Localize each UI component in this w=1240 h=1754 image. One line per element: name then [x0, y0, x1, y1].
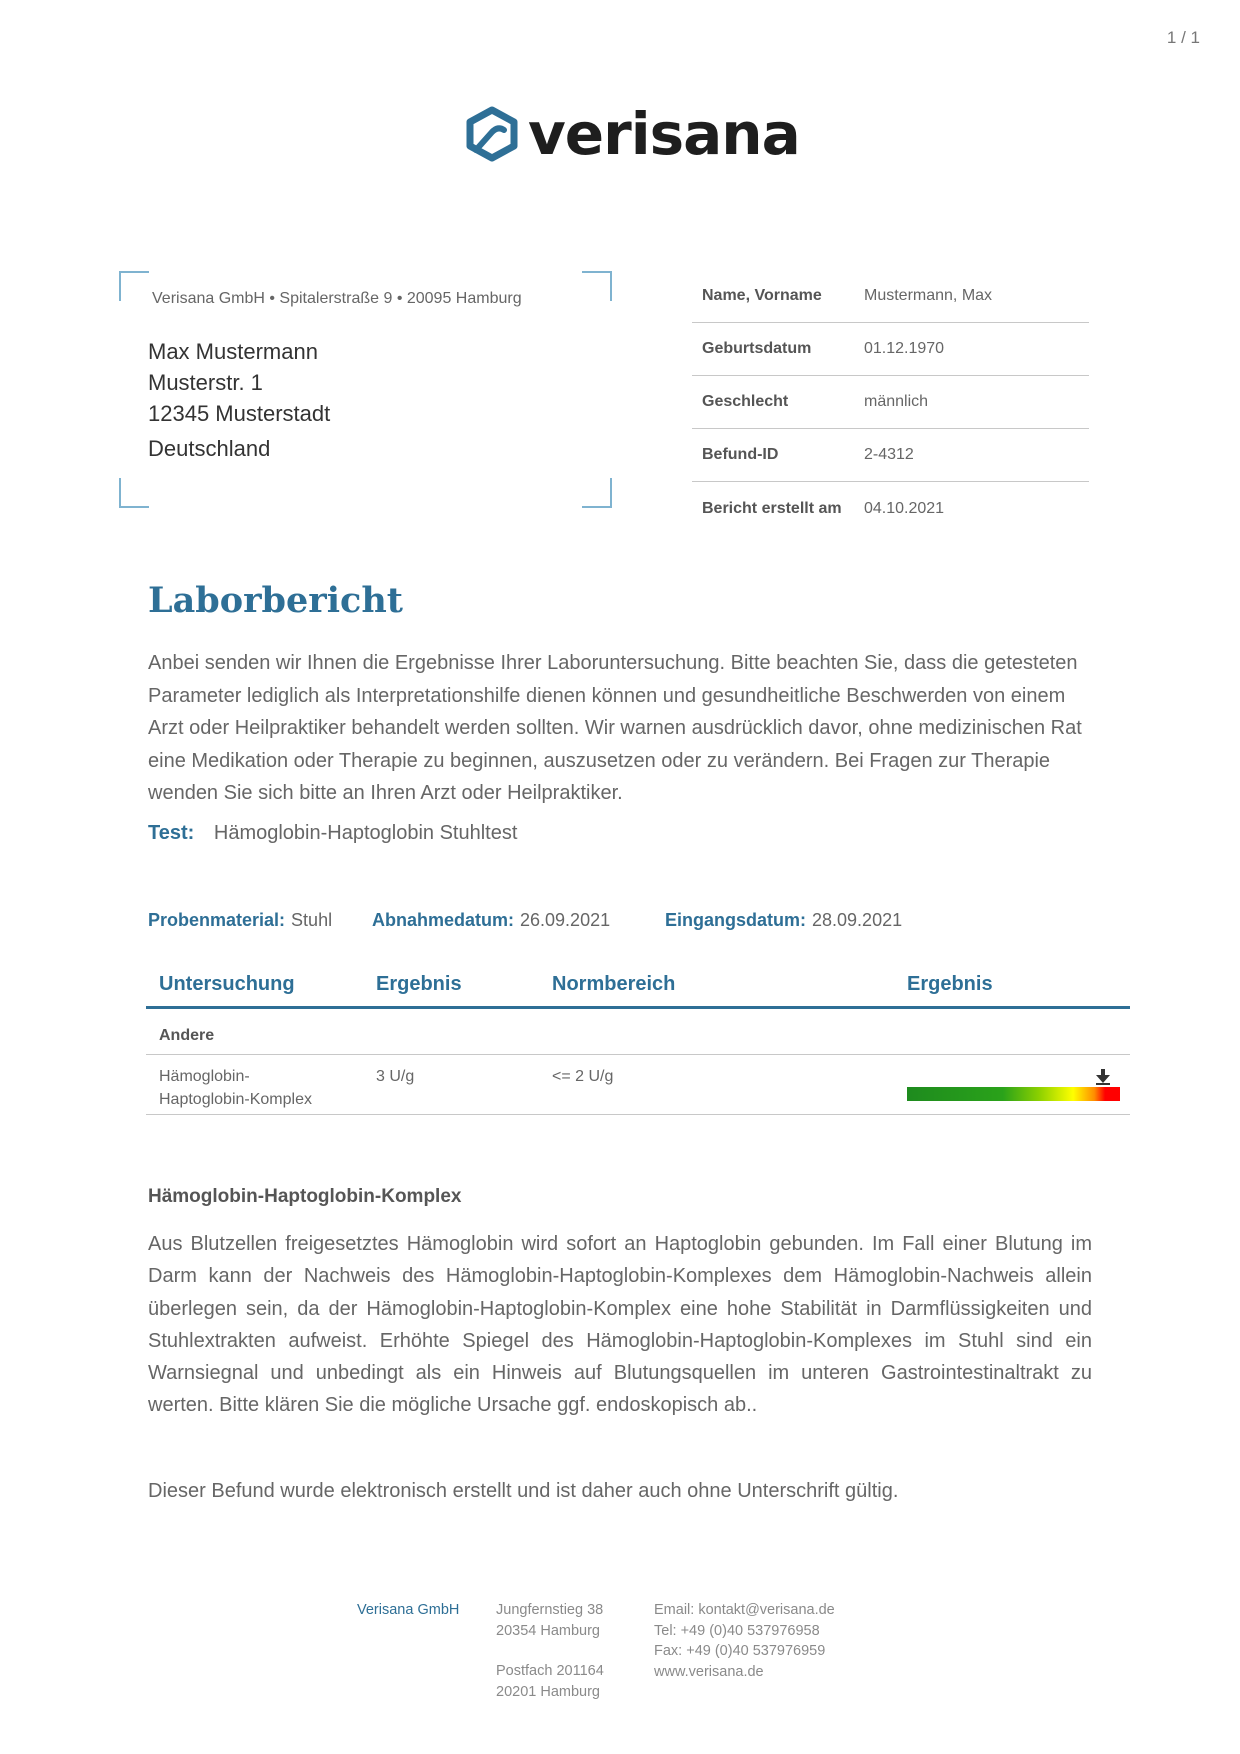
footer-company: Verisana GmbH	[357, 1602, 460, 1618]
test-name: Hämoglobin-Haptoglobin Stuhltest	[213, 822, 518, 844]
footer-city: 20354 Hamburg	[496, 1622, 600, 1639]
address-window-corner	[119, 478, 149, 508]
result-gradient-bar	[907, 1087, 1120, 1101]
address-window-corner	[582, 478, 612, 508]
recipient-name: Max Mustermann	[148, 339, 318, 364]
info-row	[692, 376, 1089, 429]
info-label: Name, Vorname	[702, 287, 822, 304]
header-result: Ergebnis	[376, 972, 462, 995]
header-result-graphic: Ergebnis	[907, 972, 993, 995]
info-label: Geburtsdatum	[702, 340, 812, 357]
info-value: 04.10.2021	[864, 499, 945, 517]
footer-website[interactable]: www.verisana.de	[654, 1663, 764, 1680]
info-row	[692, 270, 1089, 323]
info-value: 2-4312	[864, 446, 914, 463]
header-examination: Untersuchung	[159, 972, 295, 995]
intro-paragraph: Anbei senden wir Ihnen die Ergebnisse Ihrer Laboruntersuchung. Bitte beachten Sie, dass die getesteten Parameter lediglich als Interpretationshilfe dienen können und gesundheitliche Beschwerden von einem Arzt oder Heilpraktiker behandelt werden sollten. Wir warnen ausdrücklich davor, ohne medizinischen Rat eine Medikation oder Therapie zu beginnen, auszusetzen oder zu verändern. Bei Fragen zur Therapie wenden Sie sich bitte an Ihren Arzt oder Heilpraktiker.	[148, 652, 1082, 804]
collection-date	[372, 910, 610, 931]
info-row	[692, 429, 1089, 482]
results-table	[146, 962, 1130, 1115]
footer-address	[496, 1600, 604, 1702]
sample-material	[148, 910, 332, 931]
recipient-street: Musterstr. 1	[148, 370, 263, 395]
verisana-logo	[462, 100, 800, 168]
footer-email[interactable]: Email: kontakt@verisana.de	[654, 1602, 835, 1618]
section-label: Andere	[159, 1027, 215, 1044]
examination-name	[159, 1065, 359, 1111]
sender-return-address: Verisana GmbH • Spitalerstraße 9 • 20095 Hamburg	[152, 290, 522, 307]
info-row	[692, 323, 1089, 376]
info-value: Mustermann, Max	[864, 287, 993, 304]
examination-name-line: Hämoglobin-	[159, 1068, 250, 1085]
info-label: Befund-ID	[702, 446, 779, 463]
info-label: Bericht erstellt am	[702, 499, 842, 517]
footer-contact	[654, 1600, 835, 1682]
recipient-country: Deutschland	[148, 436, 271, 461]
arrow-down-icon	[1095, 1069, 1111, 1085]
patient-info-table	[692, 270, 1089, 535]
collection-date-value: 26.09.2021	[520, 910, 611, 930]
examination-name-line: Haptoglobin-Komplex	[159, 1091, 312, 1108]
info-row	[692, 482, 1089, 535]
document-title: Laborbericht	[148, 580, 403, 621]
explanation-text: Aus Blutzellen freigesetztes Hämoglobin wird sofort an Haptoglobin gebunden. Im Fall einer Blutung im Darm kann der Nachweis des Hämoglobin-Haptoglobin-Komplexes dem Hämoglobin-Nachweis allein überlegen sein, da der Hämoglobin-Haptoglobin-Komplex eine hohe Stabilität in Darmflüssigkeiten und Stuhlextrakten aufweist. Erhöhte Spiegel des Hämoglobin-Haptoglobin-Komplexes im Stuhl sind ein Warnsiegnal und unbedingt als ein Hinweis auf Blutungsquellen im unteren Gastrointestinaltrakt zu werten. Bitte klären Sie die mögliche Ursache ggf. endoskopisch ab..	[148, 1233, 1092, 1417]
info-label: Geschlecht	[702, 393, 789, 410]
address-window-corner	[119, 271, 149, 301]
header-reference-range: Normbereich	[552, 972, 676, 995]
footer-fax: Fax: +49 (0)40 537976959	[654, 1643, 826, 1659]
address-window-corner	[582, 271, 612, 301]
validity-note: Dieser Befund wurde elektronisch erstellt und ist daher auch ohne Unterschrift gültig.	[148, 1480, 899, 1502]
sample-material-label: Probenmaterial:	[148, 910, 286, 930]
hexagon-logo-icon	[462, 104, 522, 164]
receipt-date-value: 28.09.2021	[812, 910, 903, 930]
test-label: Test:	[148, 822, 195, 844]
collection-date-label: Abnahmedatum:	[372, 910, 515, 930]
receipt-date-label: Eingangsdatum:	[665, 910, 807, 930]
table-row	[146, 1055, 1130, 1115]
test-line	[148, 822, 517, 845]
footer-tel: Tel: +49 (0)40 537976958	[654, 1622, 820, 1639]
section-row	[146, 1015, 1130, 1055]
footer-po-city: 20201 Hamburg	[496, 1683, 600, 1700]
info-value: 01.12.1970	[864, 340, 945, 357]
info-value: männlich	[864, 393, 929, 410]
page-number: 1 / 1	[1166, 28, 1200, 47]
reference-range: <= 2 U/g	[552, 1068, 614, 1085]
result-value: 3 U/g	[376, 1068, 415, 1085]
recipient-address	[148, 336, 330, 464]
sample-material-value: Stuhl	[291, 910, 333, 930]
recipient-city: 12345 Musterstadt	[148, 401, 331, 426]
receipt-date	[665, 910, 902, 931]
results-header	[146, 962, 1130, 1009]
explanation-title: Hämoglobin-Haptoglobin-Komplex	[148, 1186, 462, 1207]
footer-street: Jungfernstieg 38	[496, 1602, 604, 1618]
logo-wordmark: verisana	[528, 100, 800, 168]
footer-po-box: Postfach 201164	[496, 1663, 604, 1679]
